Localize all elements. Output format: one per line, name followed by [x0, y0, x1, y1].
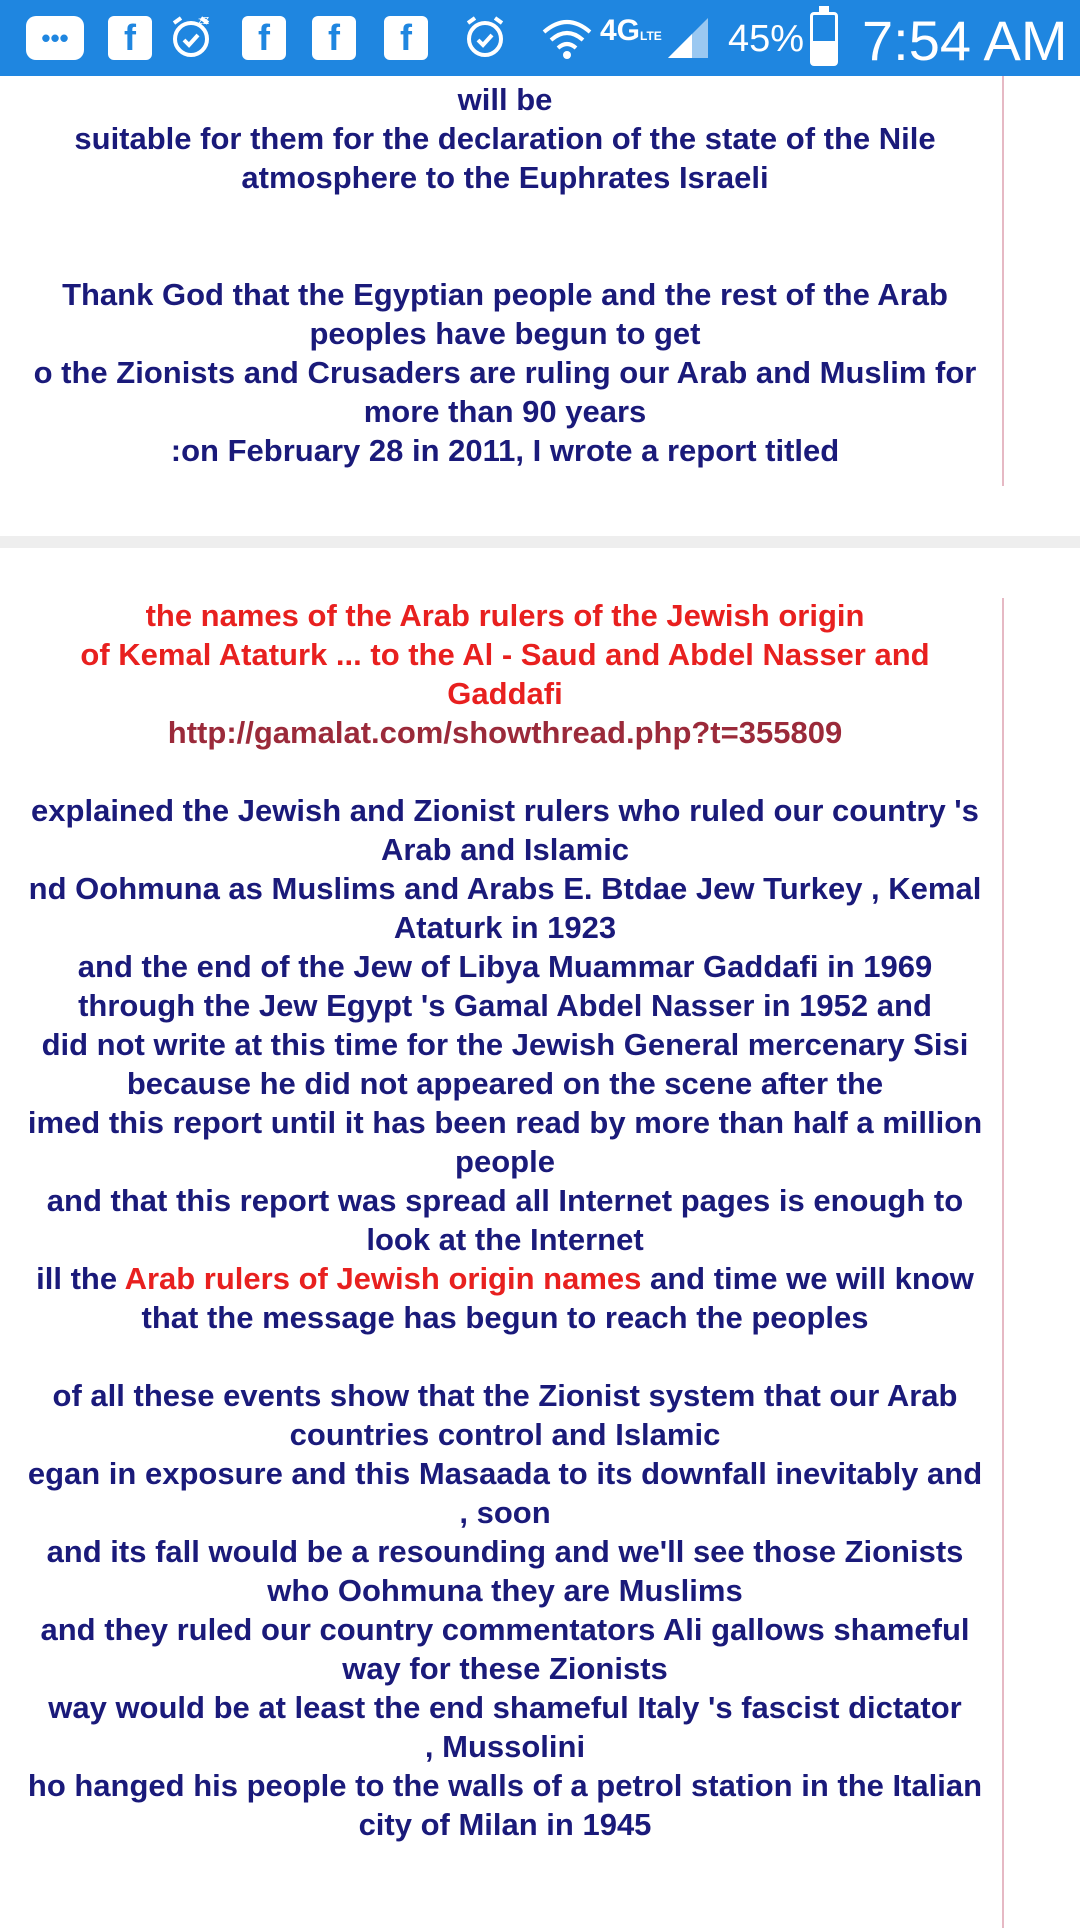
post-text-line: way for these Zionists: [342, 1651, 668, 1686]
wifi-icon: [540, 10, 594, 66]
facebook-icon: f: [312, 16, 356, 60]
post-text-line: ho hanged his people to the walls of a petrol station in the Italian: [27, 1768, 983, 1803]
battery-percent: 45%: [728, 18, 805, 60]
alarm-snooze-icon: [168, 14, 214, 60]
post-text-line: o the Zionists and Crusaders are ruling our Arab and Muslim for: [33, 355, 977, 390]
post-text-line: Arab and Islamic: [380, 832, 630, 867]
post-text-line: egan in exposure and this Masaada to its downfall inevitably and: [27, 1456, 983, 1491]
post-text-line: :on February 28 in 2011, I wrote a report titled: [170, 433, 840, 468]
post-2: [0, 596, 1010, 1926]
post-1: [0, 80, 1010, 480]
post-text-line: Ataturk in 1923: [393, 910, 617, 945]
post-text-line: will be: [457, 82, 553, 117]
post-2-right-border: [1002, 598, 1004, 1928]
alarm-icon: [462, 14, 508, 60]
facebook-icon: f: [108, 16, 152, 60]
post-1-right-border: [1002, 76, 1004, 486]
highlighted-phrase: Arab rulers of Jewish origin names: [124, 1261, 642, 1296]
mixed-line-before: ill the: [36, 1261, 125, 1296]
post-text-line: suitable for them for the declaration of the state of the Nile: [74, 121, 936, 156]
post-text-line: did not write at this time for the Jewish General mercenary Sisi: [41, 1027, 969, 1062]
post-text-line: Thank God that the Egyptian people and the rest of the Arab: [62, 277, 948, 312]
heading-line: the names of the Arab rulers of the Jewish origin: [145, 598, 865, 633]
status-bar: [0, 0, 1080, 76]
post-text-line: that the message has begun to reach the peoples: [141, 1300, 869, 1335]
facebook-icon: f: [242, 16, 286, 60]
post-text-line: peoples have begun to get: [309, 316, 701, 351]
post-text-line: more than 90 years: [363, 394, 647, 429]
lte-icon: 4GLTE: [600, 14, 662, 47]
post-text-line: [0, 197, 1010, 236]
post-text-line: nd Oohmuna as Muslims and Arabs E. Btdae Jew Turkey , Kemal: [28, 871, 982, 906]
post-text-line: who Oohmuna they are Muslims: [267, 1573, 743, 1608]
heading-line: of Kemal Ataturk ... to the Al - Saud and Abdel Nasser and: [80, 637, 930, 672]
heading-line: Gaddafi: [447, 676, 563, 711]
post-text-line: countries control and Islamic: [289, 1417, 721, 1452]
post-text-line: and they ruled our country commentators Ali gallows shameful: [40, 1612, 970, 1647]
post-text-line: , Mussolini: [424, 1729, 586, 1764]
post-text-line: [0, 1337, 1010, 1376]
post-text-line: imed this report until it has been read by more than half a million: [27, 1105, 983, 1140]
svg-text:zZ: zZ: [198, 16, 210, 27]
post-text-line: atmosphere to the Euphrates Israeli: [241, 160, 769, 195]
mixed-line-after: and time we will know: [641, 1261, 974, 1296]
post-text-line: and its fall would be a resounding and we'll see those Zionists: [46, 1534, 964, 1569]
post-text-line: through the Jew Egypt 's Gamal Abdel Nasser in 1952 and: [78, 988, 932, 1023]
mixed-line: [0, 1259, 1010, 1298]
signal-icon: [664, 10, 712, 66]
post-separator: [0, 536, 1080, 548]
post-text-line: of all these events show that the Zionist system that our Arab: [52, 1378, 958, 1413]
post-text-line: people: [455, 1144, 555, 1179]
post-text-line: and that this report was spread all Internet pages is enough to: [46, 1183, 964, 1218]
post-text-line: way would be at least the end shameful Italy 's fascist dictator: [48, 1690, 962, 1725]
clock: 7:54 AM: [862, 9, 1068, 72]
battery-icon: [810, 12, 838, 66]
post-text-line: because he did not appeared on the scene after the: [126, 1066, 884, 1101]
thread-link[interactable]: http://gamalat.com/showthread.php?t=355809: [167, 715, 843, 750]
post-text-line: explained the Jewish and Zionist rulers who ruled our country 's: [31, 793, 979, 828]
message-icon: •••: [26, 16, 84, 60]
post-text-line: look at the Internet: [366, 1222, 644, 1257]
post-text-line: [0, 236, 1010, 275]
post-2-heading: [0, 596, 1010, 713]
post-text-line: city of Milan in 1945: [358, 1807, 652, 1842]
facebook-icon: f: [384, 16, 428, 60]
post-text-line: , soon: [459, 1495, 551, 1530]
post-text-line: and the end of the Jew of Libya Muammar Gaddafi in 1969: [77, 949, 933, 984]
